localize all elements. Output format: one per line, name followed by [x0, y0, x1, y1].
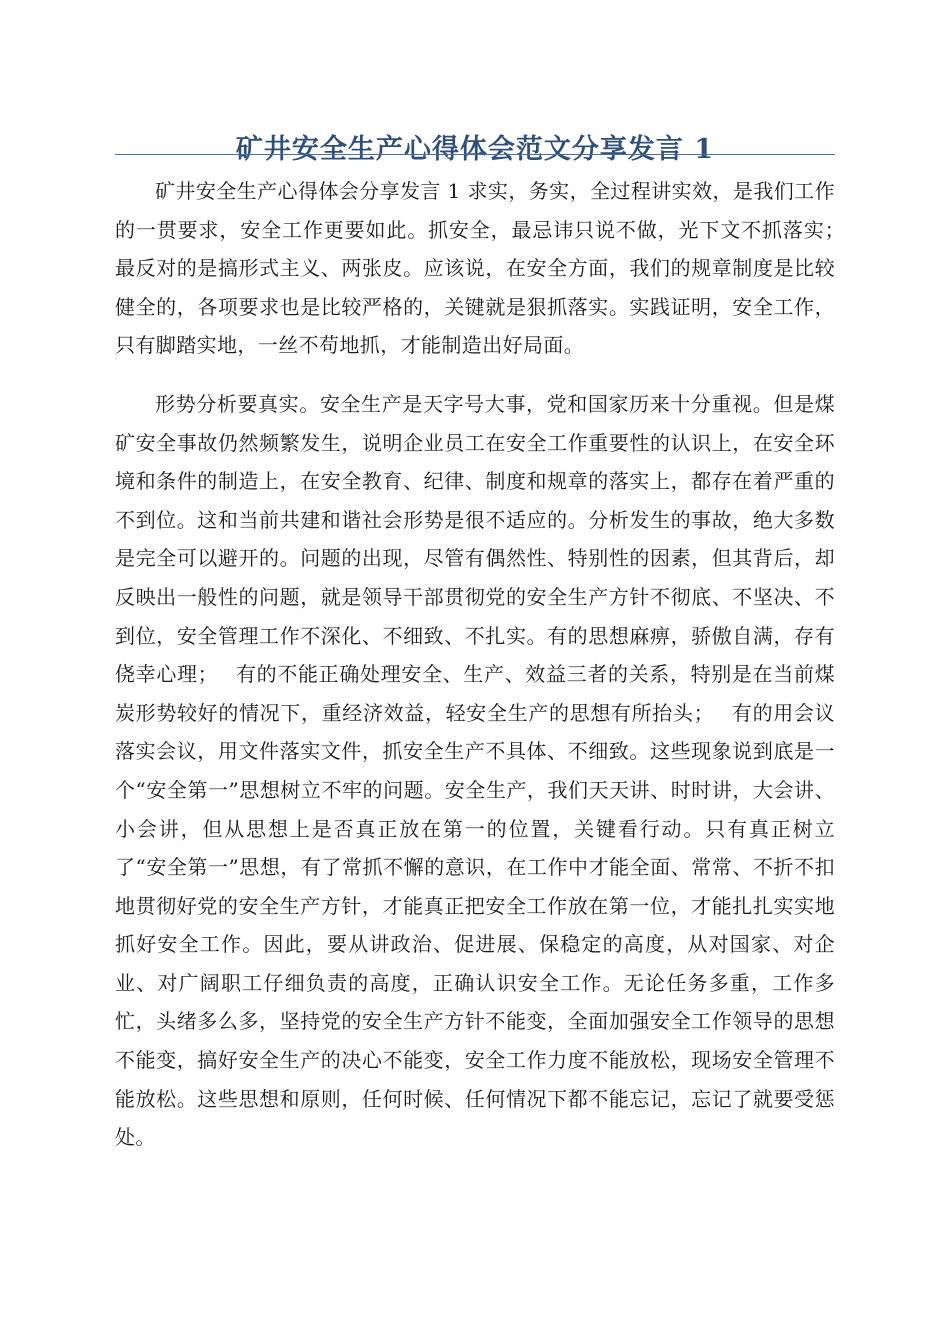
paragraph-intro: 矿井安全生产心得体会分享发言 1 求实，务实，全过程讲实效，是我们工作的一贯要求，安全工作更要如此。抓安全，最忌讳只说不做，光下文不抓落实； 最反对的是搞形式主义、两张皮。应该说，在安全方面，我们的规章制度是比较健全的，各项要求也是比较严格的，关键就是狠抓落实。实践证明，安全工作，只有脚踏实地，一丝不苟地抓，才能制造出好局面。	[115, 179, 863, 358]
document-body	[115, 172, 863, 1157]
document-title: 矿井安全生产心得体会范文分享发言 1	[235, 134, 715, 166]
paragraph-situation-analysis: 形势分析要真实。安全生产是天字号大事，党和国家历来十分重视。但是煤矿安全事故仍然频繁发生，说明企业员工在安全工作重要性的认识上，在安全环境和条件的制造上，在安全教育、纪律、制度和规章的落实上，都存在着严重的不到位。这和当前共建和谐社会形势是很不适应的。分析发生的事故，绝大多数是完全可以避开的。问题的出现，尽管有偶然性、特别性的因素，但其背后，却反映出一般性的问题，就是领导干部贯彻党的安全生产方针不彻底、不坚决、不到位，安全管理工作不深化、不细致、不扎实。有的思想麻痹，骄傲自满，存有侥幸心理； 有的不能正确处理安全、生产、效益三者的关系，特别是在当前煤炭形势较好的情况下，重经济效益，轻安全生产的思想有所抬头； 有的用会议落实会议，用文件落实文件，抓安全生产不具体、不细致。这些现象说到底是一个“安全第一”思想树立不牢的问题。安全生产，我们天天讲、时时讲，大会讲、小会讲，但从思想上是否真正放在第一的位置，关键看行动。只有真正树立了“安全第一”思想，有了常抓不懈的意识，在工作中才能全面、常常、不折不扣地贯彻好党的安全生产方针，才能真正把安全工作放在第一位，才能扎扎实实地抓好安全工作。因此，要从讲政治、促进展、保稳定的高度，从对国家、对企业、对广阔职工仔细负责的高度，正确认识安全工作。无论任务多重，工作多忙，头绪多么多，坚持党的安全生产方针不能变，全面加强安全工作领导的思想不能变，搞好安全生产的决心不能变，安全工作力度不能放松，现场安全管理不能放松。这些思想和原则，任何时候、任何情况下都不能忘记，忘记了就要受惩处。	[115, 391, 835, 1150]
title-underline	[115, 154, 835, 155]
